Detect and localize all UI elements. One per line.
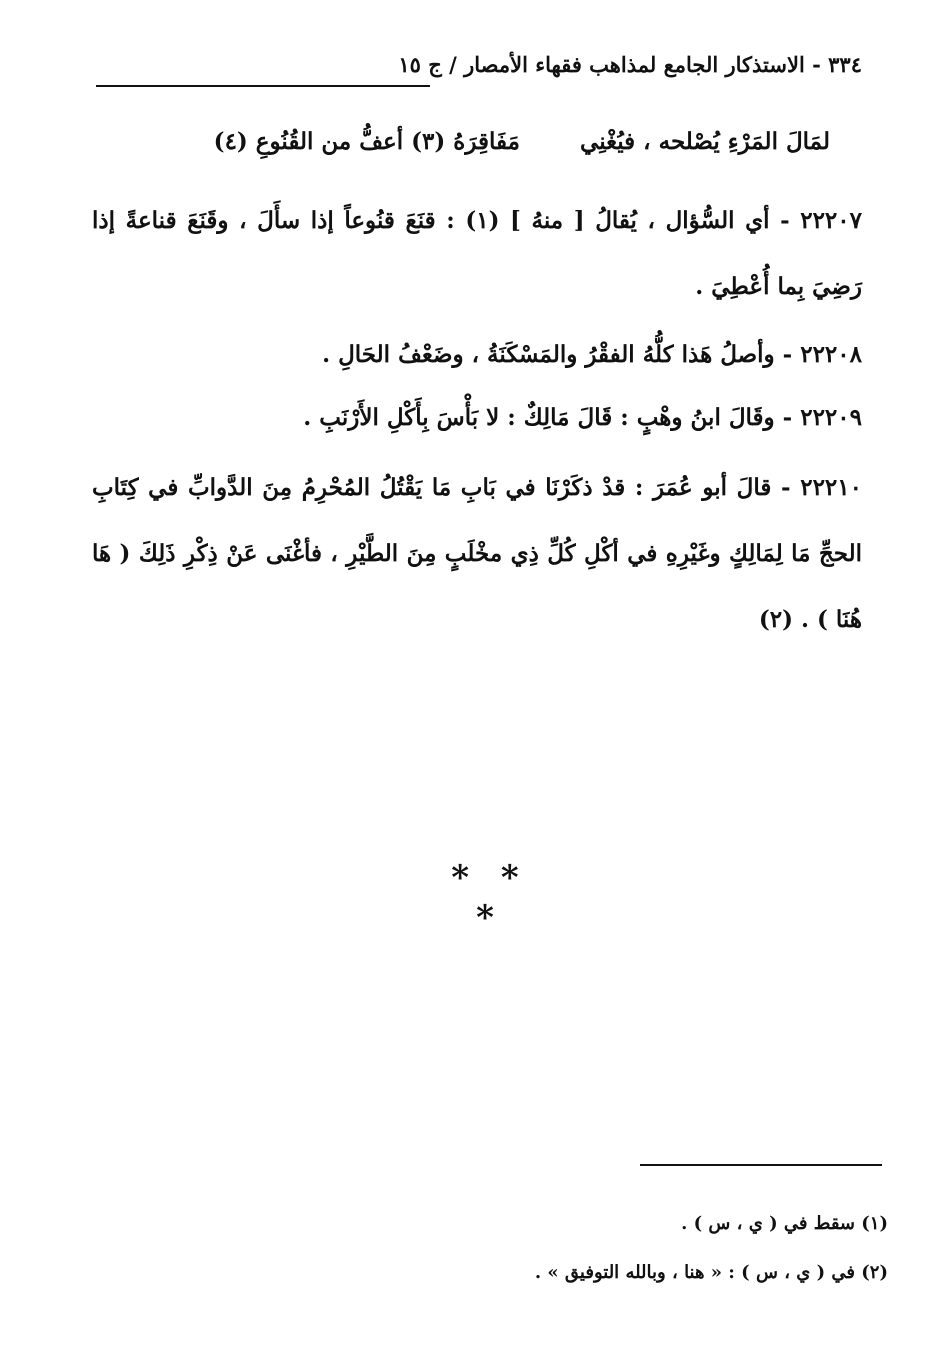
- verse-first-hemistich: لمَالَ المَرْءِ يُصْلحه ، فيُغْنِي: [580, 128, 830, 155]
- footnote-rule: [640, 1164, 882, 1166]
- footnote-1: (١) سقط في ( ي ، س ) .: [681, 1213, 888, 1234]
- paragraph-22209: ٢٢٢٠٩ - وقَالَ ابنُ وهْبٍ : قَالَ مَالِكٌ : لا بَأْسَ بِأَكْلِ الأَرْنَبِ .: [303, 404, 862, 431]
- paragraph-22207: ٢٢٢٠٧ - أي السُّؤال ، يُقالُ [ منهُ ] (١) : قنَعَ قنُوعاً إذا سأَلَ ، وقَنَعَ قناعةً إذا رَضِيَ بِما أُعْطِيَ .: [92, 207, 862, 300]
- section-separator: * * *: [451, 858, 529, 938]
- paragraph-22210: ٢٢٢١٠ - قالَ أبو عُمَرَ : قدْ ذكَرْنَا في بَابِ مَا يَقْتُلُ المُحْرِمُ مِنَ الدَّوابِّ في كِتَابِ الحجِّ مَا لِمَالِكٍ وغَيْرِهِ في أكْلِ كُلِّ ذِي مخْلَبٍ مِنَ الطَّيْرِ ، فأغْنَى عَنْ ذِكْرِ ذَلِكَ ( هَا هُنَا ) . (٢): [92, 474, 862, 633]
- poetry-verse: [150, 128, 830, 172]
- running-header: ٣٣٤ - الاستذكار الجامع لمذاهب فقهاء الأمصار / ج ١٥: [398, 52, 862, 77]
- paragraph-22208: ٢٢٢٠٨ - وأصلُ هَذا كلُّهُ الفقْرُ والمَسْكَنَةُ ، وضَعْفُ الحَالِ .: [322, 341, 862, 368]
- header-rule: [96, 85, 430, 87]
- footnote-2: (٢) في ( ي ، س ) : « هنا ، وبالله التوفيق » .: [534, 1262, 888, 1283]
- verse-second-hemistich: مَفَاقِرَهُ (٣) أعفُّ من القُنُوعِ (٤): [213, 128, 520, 155]
